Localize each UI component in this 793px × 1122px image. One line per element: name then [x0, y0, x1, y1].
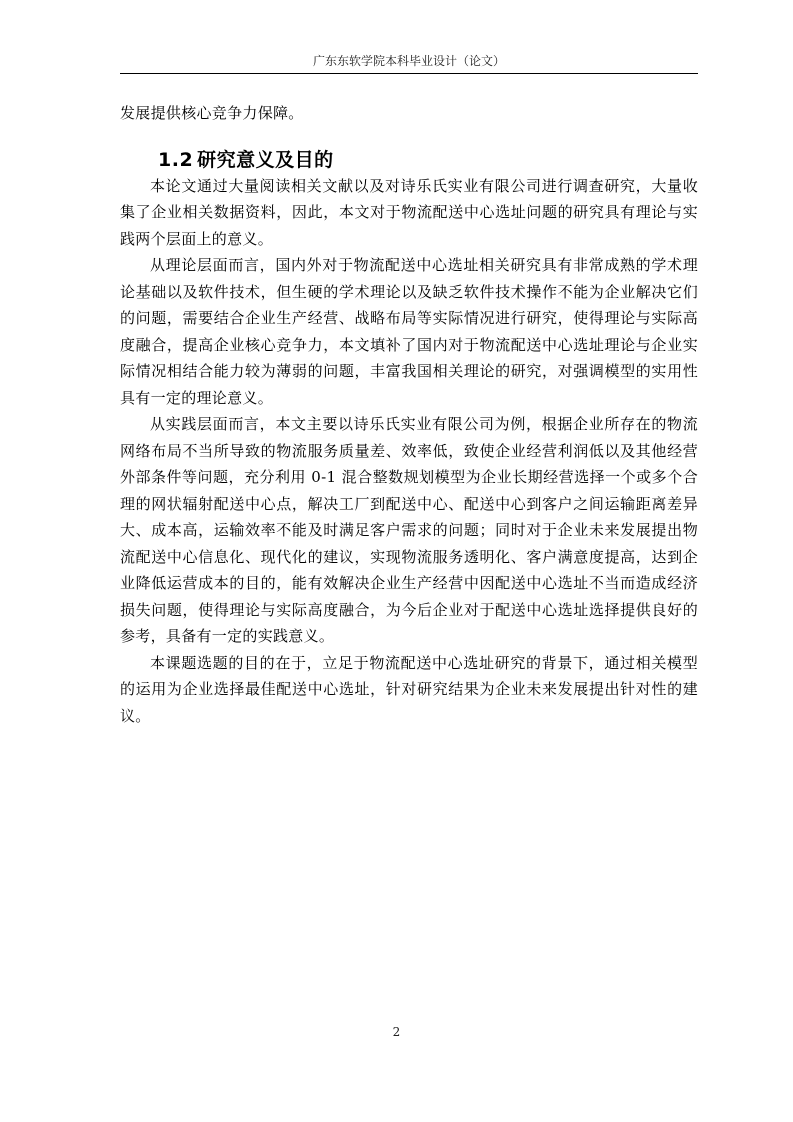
- paragraph-purpose: 本课题选题的目的在于，立足于物流配送中心选址研究的背景下，通过相关模型的运用为企业选择最佳配送中心选址，针对研究结果为企业未来发展提出针对性的建议。: [120, 653, 698, 725]
- continuation-paragraph: 发展提供核心竞争力保障。: [120, 104, 304, 122]
- section-title: 研究意义及目的: [197, 148, 334, 171]
- page-content: [120, 100, 698, 729]
- paragraph-practice: 从实践层面而言，本文主要以诗乐氏实业有限公司为例，根据企业所存在的物流网络布局不当所导致的物流服务质量差、效率低，致使企业经营利润低以及其他经营外部条件等问题，充分利用 0-1 混合整数规划模型为企业长期经营选择一个或多个合理的网状辐射配送中心点，解决工厂到配送中心、配送中心到客户之间运输距离差异大、成本高，运输效率不能及时满足客户需求的问题；同时对于企业未来发展提出物流配送中心信息化、现代化的建议，实现物流服务透明化、客户满意度提高，达到企业降低运营成本的目的，能有效解决企业生产经营中因配送中心选址不当而造成经济损失问题，使得理论与实际高度融合，为今后企业对于配送中心选址选择提供良好的参考，具备有一定的实践意义。: [120, 415, 698, 645]
- page-number: 2: [392, 1025, 401, 1039]
- running-header: 广东东软学院本科毕业设计（论文）: [312, 54, 505, 68]
- section-heading: [158, 147, 698, 173]
- paragraph-theory: 从理论层面而言，国内外对于物流配送中心选址相关研究具有非常成熟的学术理论基础以及软件技术，但生硬的学术理论以及缺乏软件技术操作不能为企业解决它们的问题，需要结合企业生产经营、战略布局等实际情况进行研究，使得理论与实际高度融合，提高企业核心竞争力，本文填补了国内对于物流配送中心选址理论与企业实际情况相结合能力较为薄弱的问题，丰富我国相关理论的研究，对强调模型的实用性具有一定的理论意义。: [120, 256, 698, 407]
- header-rule: [120, 73, 698, 74]
- section-number: 1.2: [158, 148, 194, 171]
- paragraph-intro: 本论文通过大量阅读相关文献以及对诗乐氏实业有限公司进行调查研究，大量收集了企业相关数据资料，因此，本文对于物流配送中心选址问题的研究具有理论与实践两个层面上的意义。: [120, 176, 698, 248]
